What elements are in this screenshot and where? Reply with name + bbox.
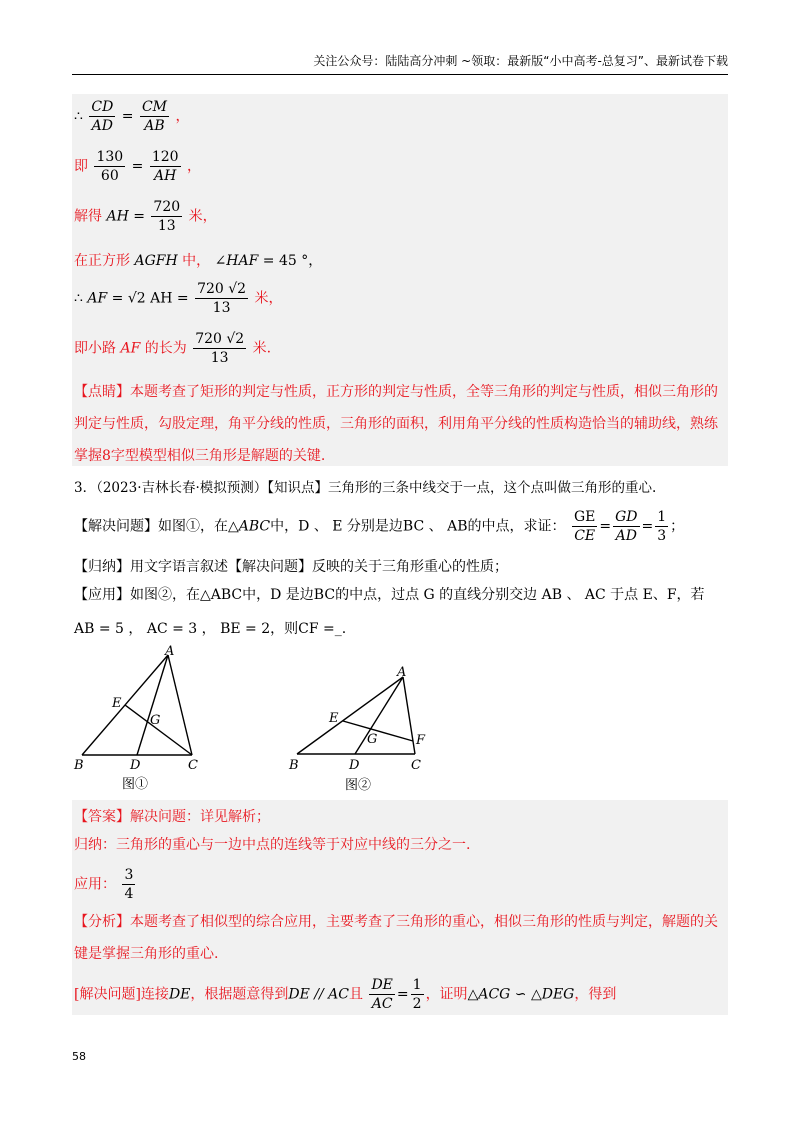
fig2-label-g: G [367, 732, 378, 747]
analysis-line-3: [解决问题]连接DE，根据题意得到DE // AC且 $\frac{DE}{AC}$ = $\frac{1}{2}$ ，证明△ACG ∽ △DEG，得到 [74, 977, 617, 1012]
fig2-label-a: A [397, 665, 407, 680]
solution-line-2: 即 $\frac{130}{60}$ = $\frac{120}{AH}$ ， [74, 149, 202, 184]
fig1-label-d: D [130, 758, 141, 773]
page-header [72, 52, 728, 75]
fig2-label-d: D [349, 758, 360, 773]
problem-line-4: 【应用】如图②，在△ABC中，D 是边BC的中点，过点 G 的直线分别交边 AB 、 AC 于点 E、F，若 [74, 587, 705, 603]
fig2-label-f: F [416, 733, 426, 748]
fig1-label-e: E [112, 696, 122, 711]
fig2-label-e: E [329, 711, 339, 726]
fraction: $\frac{DE}{AC}$ [371, 977, 393, 1012]
problem-line-2: 【解决问题】如图①，在△ABC中，D 、 E 分别是边BC 、 AB的中点，求证： $\frac{GE}{CE}$ = $\frac{GD}{AD}$ = $\frac{1}{3}$ ； [74, 509, 685, 544]
problem-line-1: 3．（2023·吉林长春·模拟预测）【知识点】三角形的三条中线交于一点，这个点叫做三角形的重心. [74, 480, 657, 496]
fraction: $\frac{720}{13}$ [153, 199, 181, 234]
fig1-label-b: B [74, 758, 84, 773]
fraction: $\frac{130}{60}$ [96, 149, 124, 184]
answer-line-2: 归纳：三角形的重心与一边中点的连线等于对应中线的三分之一. [74, 837, 471, 853]
fig2-caption: 图② [345, 778, 372, 793]
header-text: 关注公众号：陆陆高分冲刺 ~领取：最新版“小中高考-总复习”、最新试卷下载 [313, 54, 728, 68]
solution-line-6: 即小路 AF 的长为 $\frac{720 √2}{13}$ 米. [74, 331, 272, 366]
comment-tag: 【点睛】 [74, 384, 130, 400]
comment-block: 【点睛】本题考查了矩形的判定与性质，正方形的判定与性质，全等三角形的判定与性质，相似三角形的 判定与性质，勾股定理，角平分线的性质，三角形的面积，利用角平分线的性质构造恰当的辅助线，熟练 掌握8字型模型相似三角形是解题的关键. [74, 384, 718, 464]
fig2-label-b: B [289, 758, 299, 773]
solution-line-1: ∴ $\frac{CD}{AD}$ = $\frac{CM}{AB}$ ， [74, 99, 190, 134]
figure-2 [285, 655, 435, 795]
fig2-label-c: C [411, 758, 421, 773]
fraction: $\frac{CD}{AD}$ [91, 99, 114, 134]
fraction: $\frac{1}{3}$ [657, 509, 667, 544]
solution-line-5: ∴ AF = √2 AH = $\frac{720 √2}{13}$ 米， [74, 281, 283, 316]
solution-line-4: 在正方形 AGFH 中， ∠HAF = 45 °， [74, 253, 323, 269]
fraction: $\frac{720 √2}{13}$ [197, 281, 247, 316]
answer-line-1: 【答案】解决问题：详见解析； [74, 809, 270, 825]
answer-tag: 【答案】 [74, 809, 130, 825]
fraction: $\frac{120}{AH}$ [151, 149, 179, 184]
fig1-label-c: C [188, 758, 198, 773]
fig1-label-a: A [165, 644, 175, 659]
answer-line-3: 应用： $\frac{3}{4}$ [74, 867, 134, 902]
problem-line-5: AB = 5 ， AC = 3 ， BE = 2，则CF =_. [74, 621, 347, 637]
analysis-tag: 【分析】 [74, 914, 130, 930]
page-number: 58 [72, 1050, 86, 1063]
figure-1 [70, 640, 220, 792]
fraction: $\frac{3}{4}$ [124, 867, 134, 902]
fraction: $\frac{GD}{AD}$ [615, 509, 638, 544]
solution-line-3: 解得 AH = $\frac{720}{13}$ 米， [74, 199, 217, 234]
fraction: $\frac{GE}{CE}$ [573, 509, 596, 544]
problem-line-3: 【归纳】用文字语言叙述【解决问题】反映的关于三角形重心的性质； [74, 559, 508, 575]
fig1-caption: 图① [122, 777, 149, 792]
fraction: $\frac{CM}{AB}$ [141, 99, 167, 134]
fig1-label-g: G [150, 713, 161, 728]
fraction: $\frac{720 √2}{13}$ [195, 331, 245, 366]
analysis-block: 【分析】本题考查了相似型的综合应用，主要考查了三角形的重心，相似三角形的性质与判定，解题的关 键是掌握三角形的重心. [74, 914, 718, 962]
fraction: $\frac{1}{2}$ [412, 977, 422, 1012]
